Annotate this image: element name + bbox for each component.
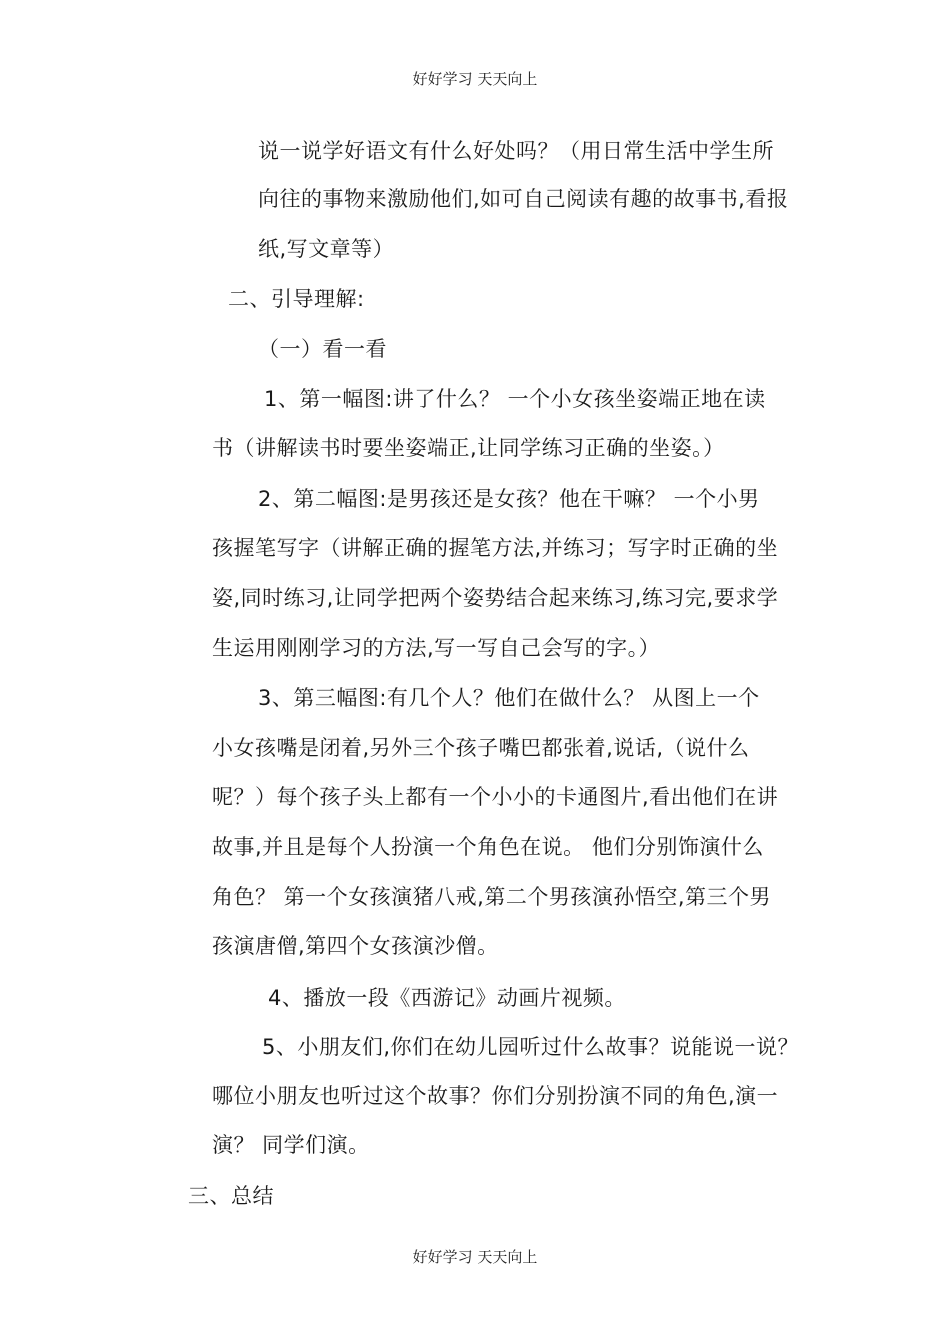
paragraph-line: 生运用刚刚学习的方法,写一写自己会写的字。）: [212, 636, 661, 660]
paragraph-line: 纸,写文章等）: [258, 237, 395, 261]
paragraph-line: 小女孩嘴是闭着,另外三个孩子嘴巴都张着,说话,（说什么: [212, 736, 750, 760]
section-heading: 三、总结: [188, 1184, 274, 1208]
paragraph-line: 孩演唐僧,第四个女孩演沙僧。: [212, 934, 499, 958]
subsection-heading: （一）看一看: [258, 337, 387, 361]
paragraph-line: 向往的事物来激励他们,如可自己阅读有趣的故事书,看报: [258, 187, 789, 211]
section-heading: 二、引导理解:: [228, 287, 365, 311]
paragraph-line: 故事,并且是每个人扮演一个角色在说。 他们分别饰演什么: [212, 835, 764, 859]
paragraph-line: 4、播放一段《西游记》动画片视频。: [268, 986, 626, 1010]
paragraph-line: 2、第二幅图:是男孩还是女孩？他在干嘛？ 一个小男: [258, 487, 760, 511]
paragraph-line: 书（讲解读书时要坐姿端正,让同学练习正确的坐姿。）: [212, 436, 725, 460]
paragraph-line: 哪位小朋友也听过这个故事？你们分别扮演不同的角色,演一: [212, 1084, 779, 1108]
paragraph-line: 说一说学好语文有什么好处吗？（用日常生活中学生所: [258, 139, 774, 163]
paragraph-line: 角色？ 第一个女孩演猪八戒,第二个男孩演孙悟空,第三个男: [212, 885, 772, 909]
page-header: 好好学习 天天向上: [412, 70, 538, 88]
paragraph-line: 1、第一幅图:讲了什么？ 一个小女孩坐姿端正地在读: [264, 387, 766, 411]
page-footer: 好好学习 天天向上: [412, 1248, 538, 1266]
paragraph-line: 呢？）每个孩子头上都有一个小小的卡通图片,看出他们在讲: [212, 785, 779, 809]
paragraph-line: 演？ 同学们演。: [212, 1133, 370, 1157]
paragraph-line: 5、小朋友们,你们在幼儿园听过什么故事？说能说一说？: [262, 1035, 800, 1059]
paragraph-line: 姿,同时练习,让同学把两个姿势结合起来练习,练习完,要求学: [212, 586, 779, 610]
paragraph-line: 3、第三幅图:有几个人？他们在做什么？ 从图上一个: [258, 686, 760, 710]
paragraph-line: 孩握笔写字（讲解正确的握笔方法,并练习；写字时正确的坐: [212, 536, 779, 560]
